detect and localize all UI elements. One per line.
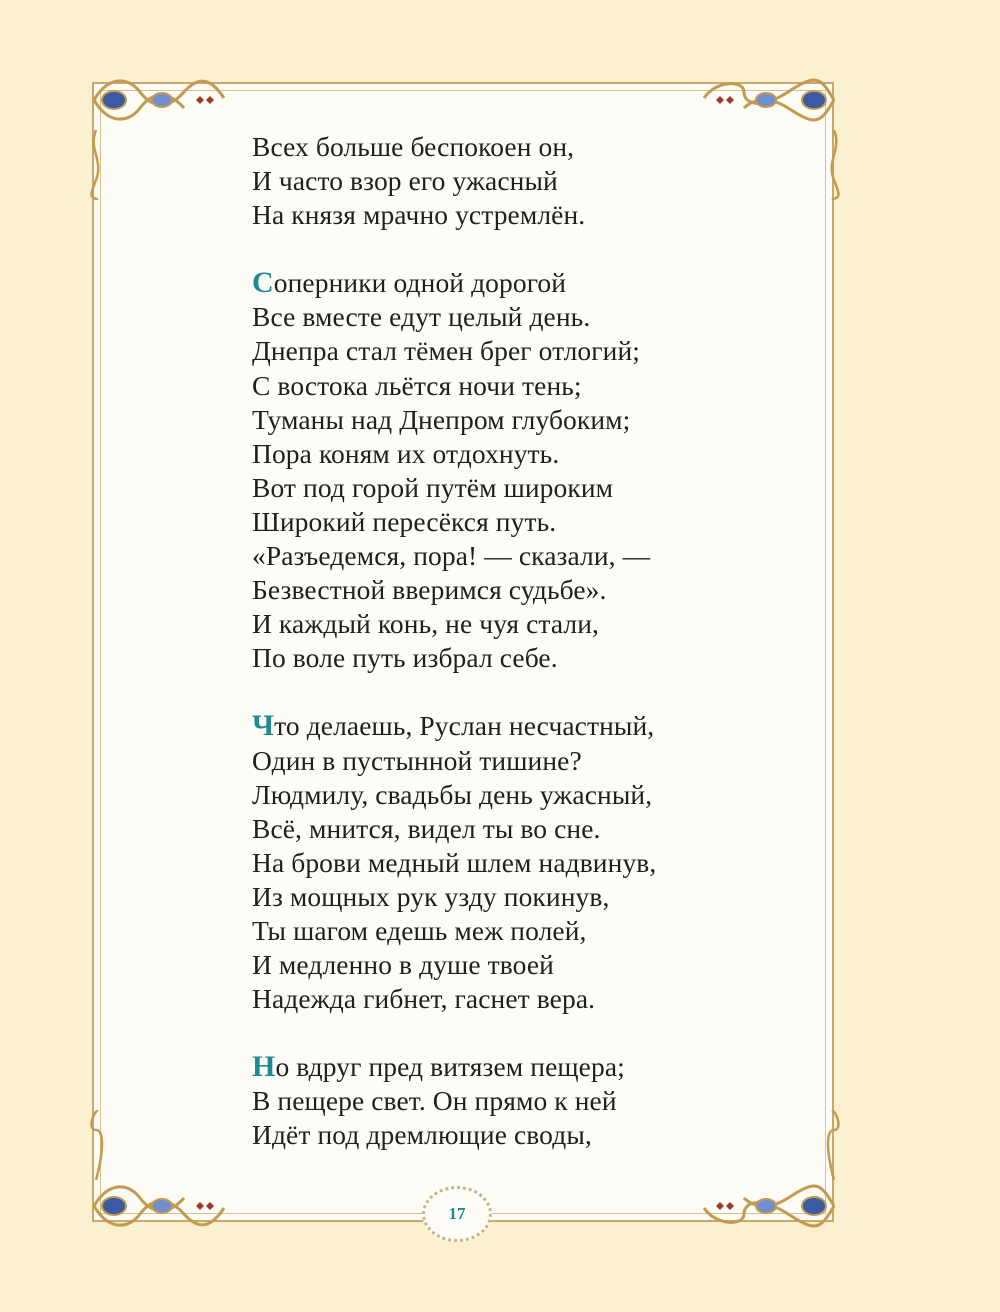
poem-line (252, 709, 812, 743)
line-text: Ты шагом едешь меж полей, (252, 914, 587, 946)
poem-line (252, 914, 812, 948)
poem-line (252, 744, 812, 778)
poem-line (252, 641, 812, 675)
line-text: Один в пустынной тишине? (252, 744, 582, 776)
poem-line (252, 573, 812, 607)
page-number: 17 (448, 1204, 466, 1223)
poem-line (252, 1050, 812, 1084)
line-text: Людмилу, свадьбы день ужасный, (252, 778, 653, 810)
poem-line (252, 778, 812, 812)
stanza (252, 130, 812, 232)
line-text: Всё, мнится, видел ты во сне. (252, 812, 601, 844)
drop-initial: Ч (252, 709, 275, 743)
drop-initial: Н (252, 1050, 276, 1084)
poem-line (252, 846, 812, 880)
poem-text (252, 130, 812, 1187)
corner-ornament-bottom-left (88, 1176, 228, 1236)
line-text: «Разъедемся, пора! — сказали, — (252, 540, 651, 572)
stanza (252, 709, 812, 1016)
poem-line (252, 403, 812, 437)
side-ornament-right-top (824, 130, 844, 200)
stanza (252, 1050, 812, 1152)
poem-line (252, 1084, 812, 1118)
poem-line (252, 982, 812, 1016)
line-text: И медленно в душе твоей (252, 949, 554, 981)
poem-line (252, 369, 812, 403)
poem-line (252, 1118, 812, 1152)
side-ornament-right-bottom (824, 1110, 844, 1180)
poem-line (252, 198, 812, 232)
poem-line (252, 130, 812, 164)
line-text: И часто взор его ужасный (252, 165, 558, 197)
line-text: о вдруг пред витязем пещера; (275, 1051, 625, 1083)
line-text: Широкий пересёкся путь. (252, 505, 557, 537)
poem-line (252, 164, 812, 198)
poem-line (252, 505, 812, 539)
line-text: то делаешь, Руслан несчастный, (274, 710, 655, 742)
line-text: Днепра стал тёмен брег отлогий; (252, 335, 641, 367)
line-text: По воле путь избрал себе. (252, 642, 558, 674)
line-text: Из мощных рук узду покинув, (252, 880, 610, 912)
poem-line (252, 607, 812, 641)
line-text: На князя мрачно устремлён. (252, 199, 586, 231)
line-text: Пора коням их отдохнуть. (252, 437, 560, 469)
poem-line (252, 471, 812, 505)
poem-line (252, 266, 812, 300)
line-text: Безвестной вверимся судьбе». (252, 574, 607, 606)
line-text: Надежда гибнет, гаснет вера. (252, 983, 596, 1015)
poem-line (252, 539, 812, 573)
poem-line (252, 948, 812, 982)
poem-line (252, 437, 812, 471)
corner-ornament-top-left (88, 70, 228, 130)
corner-ornament-top-right (700, 70, 840, 130)
line-text: Туманы над Днепром глубоким; (252, 403, 631, 435)
line-text: В пещере свет. Он прямо к ней (252, 1085, 617, 1117)
poem-line (252, 334, 812, 368)
page-number-badge (422, 1186, 492, 1242)
side-ornament-left-bottom (86, 1110, 106, 1180)
poem-line (252, 880, 812, 914)
drop-initial: С (252, 266, 274, 300)
side-ornament-left-top (86, 130, 106, 200)
line-text: Идёт под дремлющие своды, (252, 1119, 592, 1151)
poem-line (252, 812, 812, 846)
line-text: Все вместе едут целый день. (252, 301, 591, 333)
line-text: оперники одной дорогой (273, 267, 567, 299)
line-text: На брови медный шлем надвинув, (252, 846, 657, 878)
poem-line (252, 300, 812, 334)
line-text: И каждый конь, не чуя стали, (252, 608, 600, 640)
stanza (252, 266, 812, 675)
line-text: Всех больше беспокоен он, (252, 131, 575, 162)
line-text: Вот под горой путём широким (252, 471, 614, 503)
line-text: С востока льётся ночи тень; (252, 369, 582, 401)
